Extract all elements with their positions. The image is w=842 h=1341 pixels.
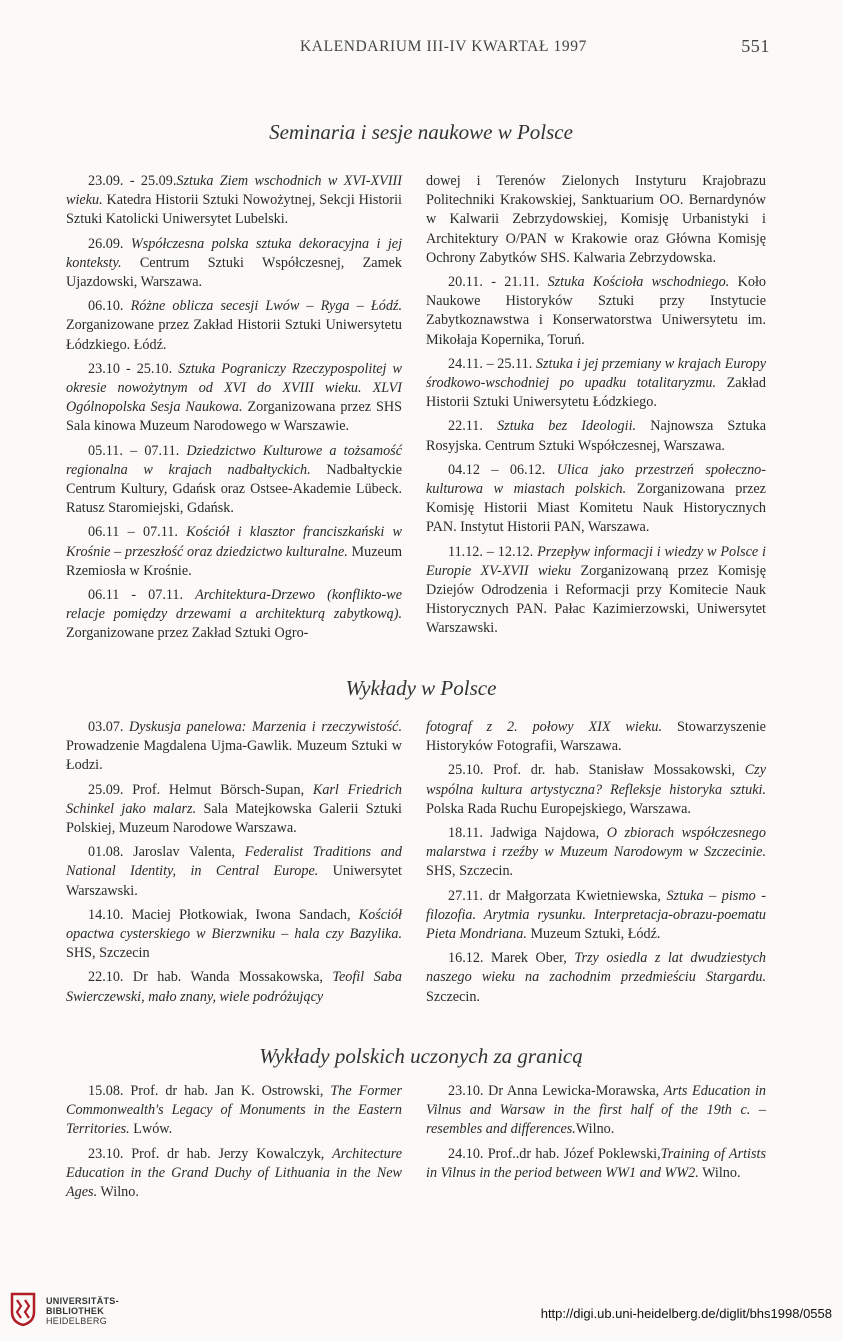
entry-details: Katedra Historii Sztuki Nowożytnej, Sekcji Historii Sztuki Katolicki Uniwersytet Lubelski. bbox=[66, 192, 402, 228]
entry-date: 20.11. - 21.11. bbox=[448, 274, 548, 291]
entry-title: Sztuka i jej przemiany w krajach Europy środkowo-wschodniej po upadku totalitaryzmu. bbox=[426, 355, 767, 392]
entry-details: dowej i Terenów Zielonych Instyturu Krajobrazu Politechniki Krakowskiej, Sanktuarium OO. Bernardynów w Kalwarii Zebrzydowskiej, Komisję Urbanistyki i Architektury O/PAN w Krakowie oraz Główna Komisję Ochrony Zabytków SHS. Kalwaria Zebrzydowska. bbox=[426, 173, 766, 266]
entry-details: Wilno. bbox=[97, 1184, 139, 1201]
entry-date: 25.10. Prof. dr. hab. Stanisław Mossakowski, bbox=[448, 762, 745, 779]
entry bbox=[426, 355, 766, 413]
section-title-zagranica: Wykłady polskich uczonych za granicą bbox=[259, 1044, 583, 1068]
entry-date: 14.10. Maciej Płotkowiak, Iwona Sandach, bbox=[88, 906, 359, 923]
entry bbox=[426, 761, 766, 819]
entry-date: 23.09. - 25.09. bbox=[88, 173, 177, 189]
library-line-3: HEIDELBERG bbox=[46, 1316, 108, 1326]
entry-date: 11.12. – 12.12. bbox=[448, 543, 538, 560]
entry-details: Zorganizowane przez Zakład Historii Sztuki Uniwersytetu Łódzkiego. Łódź. bbox=[66, 317, 402, 353]
entry-title: Karl Friedrich Schinkel jako malarz. bbox=[66, 781, 402, 817]
entry-date: 06.10. bbox=[88, 298, 131, 315]
entry bbox=[66, 442, 402, 519]
entry bbox=[66, 906, 402, 964]
entry bbox=[426, 461, 766, 538]
entry bbox=[426, 543, 766, 639]
entry-details: Muzeum Rzemiosła w Krośnie. bbox=[66, 543, 402, 579]
entry-date: 16.12. Marek Ober, bbox=[448, 950, 575, 967]
entry bbox=[66, 523, 402, 581]
entry bbox=[426, 417, 766, 455]
entry-date: 01.08. Jaroslav Valenta, bbox=[88, 844, 245, 861]
entry-title: Arts Education in Vilnus and Warsaw in the first half of the 19th c. – resembles and differences. bbox=[426, 1083, 766, 1138]
entry-title: Przepływ informacji i wiedzy w Polsce i Europie XV-XVII wieku bbox=[426, 543, 766, 579]
entry-details: Prowadzenie Magdalena Ujma-Gawlik. Muzeum Sztuki w Łodzi. bbox=[66, 738, 402, 774]
entry-date: 26.09. bbox=[88, 235, 131, 252]
entry bbox=[426, 887, 766, 945]
section-title-seminaria: Seminaria i sesje naukowe w Polsce bbox=[269, 120, 573, 144]
entry-date: 22.10. Dr hab. Wanda Mossakowska, bbox=[88, 969, 333, 986]
entry-details: Zakład Historii Sztuki Uniwersytetu Łódzkiego. bbox=[426, 375, 766, 411]
wyklady-left-column bbox=[66, 718, 402, 1012]
entry-title: The Former Commonwealth's Legacy of Monuments in the Eastern Territories. bbox=[66, 1083, 402, 1138]
entry-details: Muzeum Sztuki, Łódź. bbox=[526, 926, 661, 943]
entry-title: O zbiorach współczesnego malarstwa i rzeźby w Muzeum Narodowym w Szczecinie. bbox=[426, 825, 766, 861]
entry-title: Architektura-Drzewo (konflikto-we relacje pomiędzy drzewami a architekturą zabytkową). bbox=[66, 587, 402, 623]
entry-details: Zorganizowana przez Komisję Historii Miast Komitetu Nauk Historycznych PAN. Instytut Historii PAN, Warszawa. bbox=[426, 481, 766, 536]
entry-date: 27.11. dr Małgorzata Kwietniewska, bbox=[448, 887, 667, 904]
entry-title: Federalist Traditions and National Identity, in Central Europe. bbox=[66, 844, 402, 880]
entry bbox=[426, 949, 766, 1007]
entry-details: Zorganizowana przez SHS Sala kinowa Muzeum Narodowego w Warszawie. bbox=[66, 399, 402, 435]
entry-title: Różne oblicza secesji Lwów – Ryga – Łódź. bbox=[130, 298, 402, 315]
entry bbox=[66, 235, 402, 293]
source-url-link[interactable]: http://digi.ub.uni-heidelberg.de/diglit/bhs1998/0558 bbox=[540, 1306, 832, 1321]
entry-details: Zorganizowaną przez Komisję Dziejów Odrodzenia i Reformacji przy Komitecie Nauk Historycznych PAN. Pałac Kazimierzowski, Uniwersytet Warszawski. bbox=[426, 562, 766, 637]
entry-date: 06.11 - 07.11. bbox=[88, 587, 196, 604]
entry-details: Lwów. bbox=[129, 1121, 173, 1138]
library-seal-icon bbox=[8, 1292, 38, 1326]
entry-details: SHS, Szczecin bbox=[66, 945, 150, 962]
entry bbox=[66, 360, 402, 437]
entry-details: Zorganizowane przez Zakład Sztuki Ogro- bbox=[66, 625, 309, 642]
entry-title: Dziedzictwo Kulturowe a tożsamość regionalna w krajach nadbałtyckich. bbox=[66, 442, 402, 478]
entry-title: Dyskusja panelowa: Marzenia i rzeczywistość. bbox=[128, 719, 403, 735]
section-title-wyklady: Wykłady w Polsce bbox=[345, 676, 497, 700]
entry-title: Kościół i klasztor franciszkański w Krośnie – przeszłość oraz dziedzictwo kulturalne. bbox=[66, 524, 402, 560]
entry bbox=[66, 781, 402, 839]
entry-date: 15.08. Prof. dr hab. Jan K. Ostrowski, bbox=[88, 1083, 331, 1099]
entry-date: 23.10. Prof. dr hab. Jerzy Kowalczyk, bbox=[88, 1145, 333, 1162]
footer bbox=[0, 1282, 842, 1341]
entry-title: Training of Artists in Vilnus in the period between WW1 and WW2. bbox=[426, 1145, 766, 1181]
entry bbox=[66, 586, 402, 644]
entry bbox=[426, 1082, 766, 1140]
entry-details: Szczecin. bbox=[426, 988, 480, 1005]
entry bbox=[66, 718, 402, 776]
entry bbox=[66, 843, 402, 901]
wyklady-right-column bbox=[426, 718, 766, 1012]
seminaria-left-column bbox=[66, 172, 402, 649]
entry-date: 23.10. Dr Anna Lewicka-Morawska, bbox=[448, 1083, 664, 1099]
entry-details: SHS, Szczecin. bbox=[426, 863, 514, 880]
entry-date: 22.11. bbox=[448, 418, 498, 435]
entry bbox=[66, 1145, 402, 1203]
entry-title: Teofil Saba Swierczewski, mało znany, wiele podróżujący bbox=[66, 969, 402, 1005]
entry-title: Sztuka bez Ideologii. bbox=[497, 418, 637, 435]
entry-title: Sztuka – pismo - filozofia. Arytmia rysunku. Interpretacja-obrazu-poematu Pieta Mondriana. bbox=[426, 887, 766, 943]
entry bbox=[426, 172, 766, 268]
entry-date: 24.10. Prof..dr hab. Józef Poklewski, bbox=[448, 1145, 661, 1162]
entry bbox=[66, 297, 402, 355]
entry-date: 18.11. Jadwiga Najdowa, bbox=[448, 825, 607, 842]
entry-title: Kościół opactwa cysterskiego w Bierzwniku – hala czy Bazylika. bbox=[66, 906, 402, 943]
entry-details: Nadbałtyckie Centrum Kultury, Gdańsk oraz Ostsee-Akademie Lübeck. Ratusz Staromiejski, Gdańsk. bbox=[66, 461, 402, 517]
entry-title: Sztuka Kościoła wschodniego. bbox=[547, 274, 730, 291]
entry-date: 04.12 – 06.12. bbox=[448, 461, 557, 478]
entry-details: Wilno. bbox=[575, 1121, 615, 1138]
entry-title: Czy wspólna kultura artystyczna? Refleksje historyka sztuki. bbox=[426, 762, 766, 798]
entry bbox=[66, 1082, 402, 1140]
page-number: 551 bbox=[741, 36, 770, 56]
entry bbox=[426, 273, 766, 350]
entry bbox=[66, 968, 402, 1006]
library-name bbox=[46, 1296, 119, 1326]
entry-date: 06.11 – 07.11. bbox=[88, 524, 187, 541]
entry-date: 24.11. – 25.11. bbox=[448, 355, 536, 372]
entry-details: Sala Matejkowska Galerii Sztuki Polskiej, Muzeum Narodowe Warszawa. bbox=[66, 800, 402, 837]
entry-title: Sztuka Pograniczy Rzeczypospolitej w okresie nowożytnym od XVI do XVIII wieku. XLVI Ogólnopolska Sesja Naukowa. bbox=[66, 360, 402, 416]
entry-title: Współczesna polska sztuka dekoracyjna i jej konteksty. bbox=[66, 235, 403, 271]
entry bbox=[426, 824, 766, 882]
entry-details: Centrum Sztuki Współczesnej, Zamek Ujazdowski, Warszawa. bbox=[66, 254, 402, 291]
entry bbox=[66, 172, 402, 230]
entry bbox=[426, 718, 766, 756]
entry-title: Sztuka Ziem wschodnich w XVI-XVIII wieku. bbox=[66, 173, 402, 209]
zagranica-left-column bbox=[66, 1082, 402, 1207]
running-title: KALENDARIUM III-IV KWARTAŁ 1997 bbox=[300, 38, 587, 55]
entry-details: Koło Naukowe Historyków Sztuki przy Instytucie Zabytkoznawstwa i Konserwatorstwa Uniwersytetu im. Mikołaja Kopernika, Toruń. bbox=[426, 274, 767, 348]
entry-details: Polska Rada Ruchu Europejskiego, Warszawa. bbox=[426, 800, 691, 817]
entry-details: Najnowsza Sztuka Rosyjska. Centrum Sztuki Współczesnej, Warszawa. bbox=[426, 418, 766, 454]
entry-details: Wilno. bbox=[698, 1164, 741, 1181]
entry-date: 03.07. bbox=[88, 719, 129, 735]
seminaria-right-column bbox=[426, 172, 766, 644]
entry-title: fotograf z 2. połowy XIX wieku. bbox=[426, 719, 663, 735]
entry-date: 23.10 - 25.10. bbox=[88, 360, 179, 377]
entry-date: 25.09. Prof. Helmut Börsch-Supan, bbox=[88, 781, 313, 798]
entry-title: Architecture Education in the Grand Duchy of Lithuania in the New Ages. bbox=[66, 1145, 402, 1201]
running-head bbox=[300, 38, 770, 62]
entry-title: Ulica jako przestrzeń społeczno-kulturowa w miastach polskich. bbox=[426, 461, 766, 498]
library-line-2: BIBLIOTHEK bbox=[46, 1306, 104, 1316]
entry-title: Trzy osiedla z lat dwudziestych naszego wieku na zachodnim przedmieściu Stargardu. bbox=[426, 950, 766, 986]
entry-details: Stowarzyszenie Historyków Fotografii, Warszawa. bbox=[426, 719, 766, 755]
entry-date: 05.11. – 07.11. bbox=[88, 442, 187, 459]
entry-details: Uniwersytet Warszawski. bbox=[66, 863, 402, 899]
entry bbox=[426, 1145, 766, 1183]
library-line-1: UNIVERSITÄTS- bbox=[46, 1296, 119, 1306]
zagranica-right-column bbox=[426, 1082, 766, 1188]
